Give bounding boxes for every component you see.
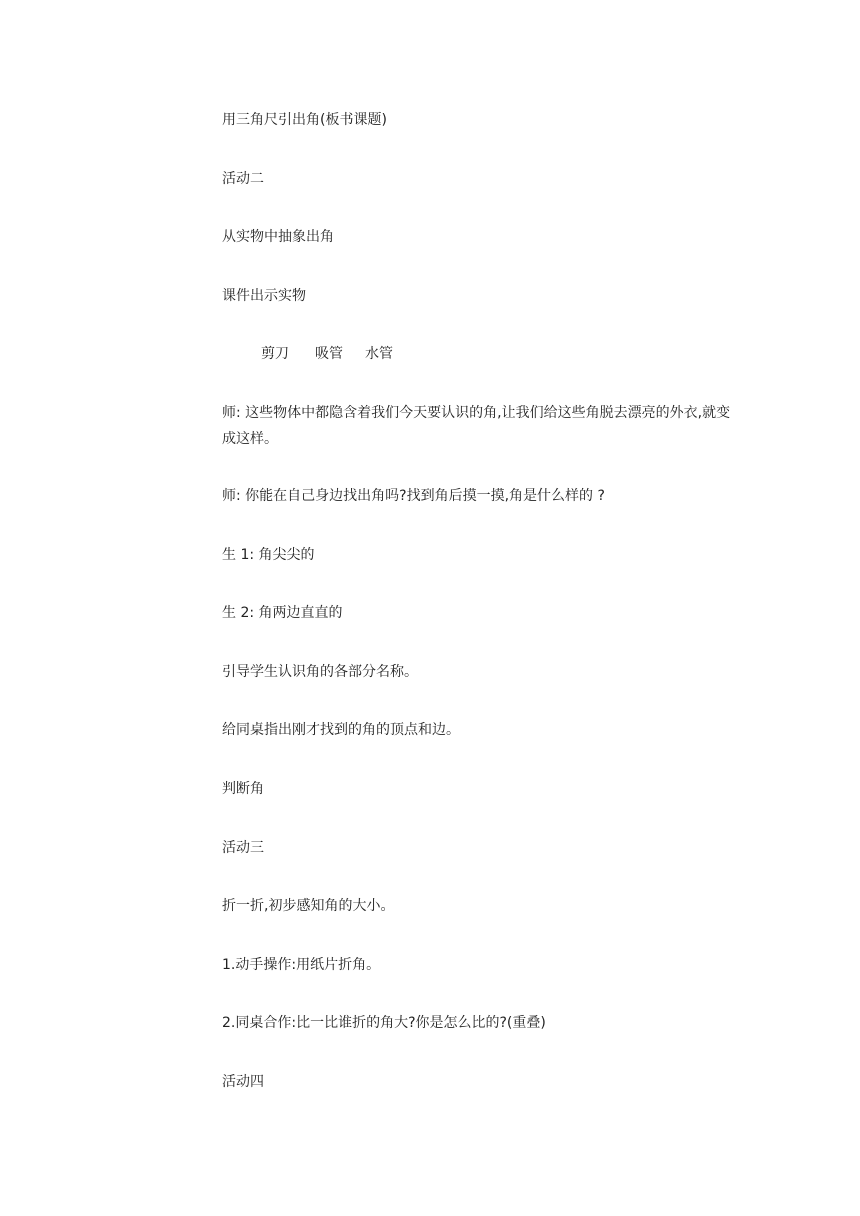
line-student-two: 生 2: 角两边直直的 [222, 605, 343, 621]
object-item-water-pipe: 水管 [365, 346, 393, 362]
line-activity-four: 活动四 [222, 1074, 264, 1090]
line-student-one: 生 1: 角尖尖的 [222, 547, 315, 563]
line-fold-angle: 折一折,初步感知角的大小。 [222, 898, 395, 914]
line-guide-parts: 引导学生认识角的各部分名称。 [222, 664, 418, 680]
line-point-vertex: 给同桌指出刚才找到的角的顶点和边。 [222, 722, 460, 738]
line-judge-angle: 判断角 [222, 781, 264, 797]
object-item-straw: 吸管 [315, 346, 343, 362]
line-activity-three: 活动三 [222, 840, 264, 856]
object-item-scissors: 剪刀 [261, 346, 289, 362]
line-teacher-question: 师: 你能在自己身边找出角吗?找到角后摸一摸,角是什么样的 ? [222, 488, 605, 504]
line-hands-on: 1.动手操作:用纸片折角。 [222, 957, 381, 973]
line-courseware-objects: 课件出示实物 [222, 288, 306, 304]
line-partner-compare: 2.同桌合作:比一比谁折的角大?你是怎么比的?(重叠) [222, 1015, 546, 1031]
line-lesson-title: 用三角尺引出角(板书课题) [222, 112, 387, 128]
line-activity-two: 活动二 [222, 171, 264, 187]
object-list [261, 344, 393, 364]
line-abstract-angle: 从实物中抽象出角 [222, 229, 334, 245]
paragraph-teacher-intro: 师: 这些物体中都隐含着我们今天要认识的角,让我们给这些角脱去漂亮的外衣,就变成这样。 [222, 405, 731, 447]
